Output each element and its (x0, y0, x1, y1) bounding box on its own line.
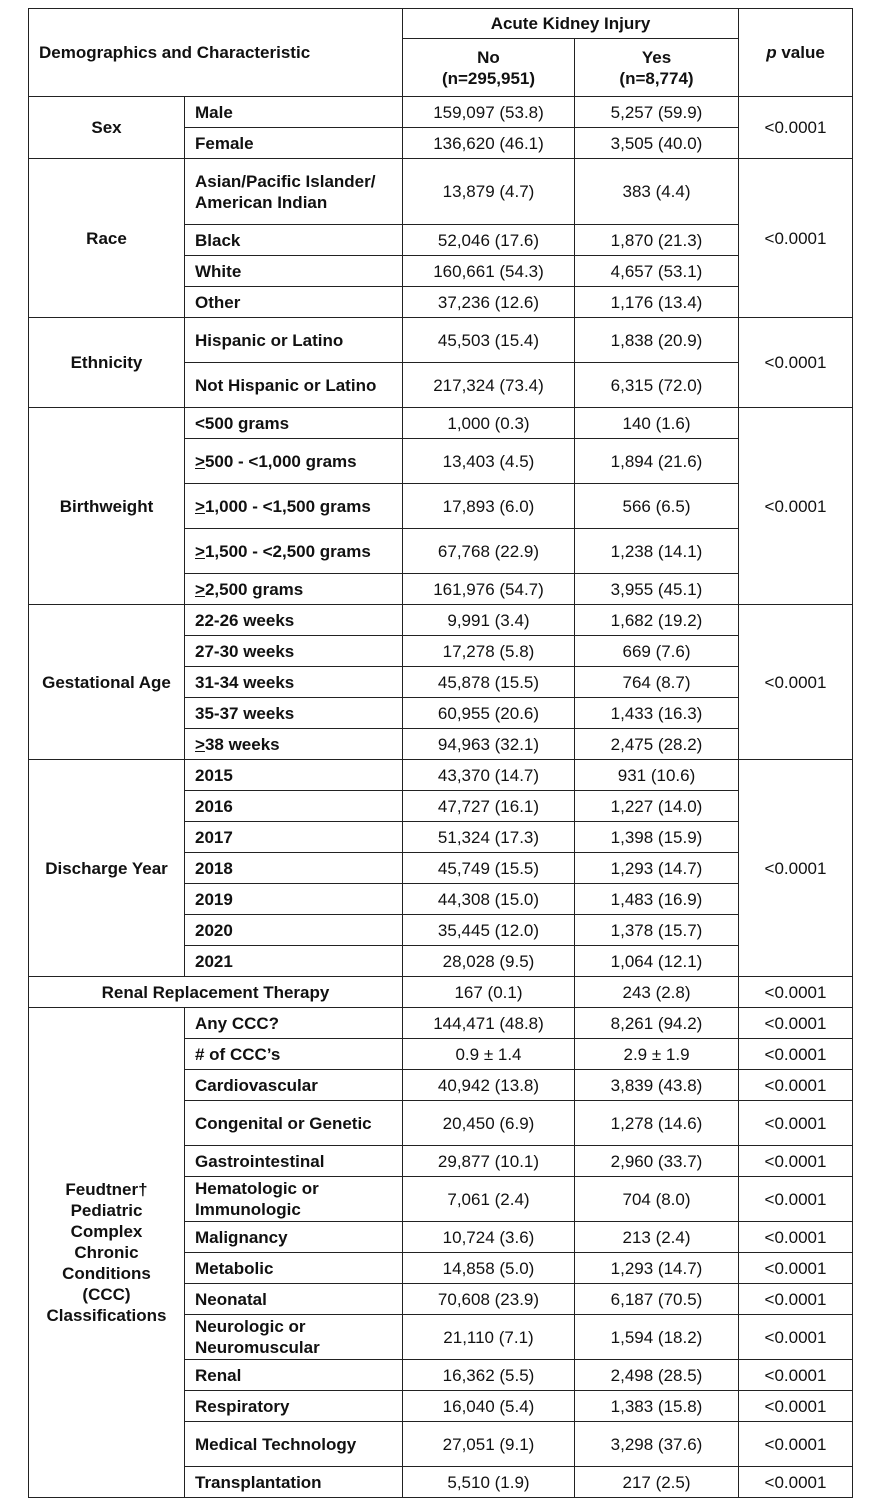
aki-header: Acute Kidney Injury (403, 9, 739, 39)
table-body (29, 97, 853, 1498)
row-label (185, 667, 403, 698)
row-label-text: Female (195, 133, 254, 153)
group-label: Feudtner† Pediatric Complex Chronic Conditions (CCC) Classifications (29, 1008, 185, 1498)
geq-symbol: > (195, 496, 205, 516)
row-label (185, 946, 403, 977)
p-value: <0.0001 (739, 1177, 853, 1222)
no-value: 161,976 (54.7) (403, 574, 575, 605)
p-value: <0.0001 (739, 1284, 853, 1315)
no-value: 43,370 (14.7) (403, 760, 575, 791)
yes-value: 217 (2.5) (575, 1467, 739, 1498)
yes-value: 1,227 (14.0) (575, 791, 739, 822)
no-value: 47,727 (16.1) (403, 791, 575, 822)
row-label (185, 439, 403, 484)
geq-symbol: > (195, 541, 205, 561)
row-label (185, 128, 403, 159)
p-label-rest: value (776, 43, 825, 62)
no-value: 1,000 (0.3) (403, 408, 575, 439)
row-label-text: Hispanic or Latino (195, 330, 344, 350)
row-label-text: 2015 (195, 765, 233, 785)
row-label: Hematologic or Immunologic (185, 1177, 403, 1222)
p-value: <0.0001 (739, 1039, 853, 1070)
no-value: 35,445 (12.0) (403, 915, 575, 946)
yes-value: 4,657 (53.1) (575, 256, 739, 287)
row-label (185, 853, 403, 884)
yes-value: 6,315 (72.0) (575, 363, 739, 408)
yes-value: 8,261 (94.2) (575, 1008, 739, 1039)
group-label: Sex (29, 97, 185, 159)
row-label: Any CCC? (185, 1008, 403, 1039)
p-value: <0.0001 (739, 1253, 853, 1284)
no-value: 70,608 (23.9) (403, 1284, 575, 1315)
row-label (185, 791, 403, 822)
yes-value: 2.9 ± 1.9 (575, 1039, 739, 1070)
yes-value: 1,293 (14.7) (575, 853, 739, 884)
yes-value: 1,894 (21.6) (575, 439, 739, 484)
no-value: 13,879 (4.7) (403, 159, 575, 225)
yes-value: 1,064 (12.1) (575, 946, 739, 977)
no-value: 52,046 (17.6) (403, 225, 575, 256)
p-value: <0.0001 (739, 1101, 853, 1146)
no-value: 51,324 (17.3) (403, 822, 575, 853)
yes-value: 1,433 (16.3) (575, 698, 739, 729)
group-label: Discharge Year (29, 760, 185, 977)
p-value: <0.0001 (739, 605, 853, 760)
row-label-text: White (195, 261, 242, 281)
row-label: Metabolic (185, 1253, 403, 1284)
no-value: 160,661 (54.3) (403, 256, 575, 287)
yes-value: 3,839 (43.8) (575, 1070, 739, 1101)
yes-value: 566 (6.5) (575, 484, 739, 529)
row-label (185, 884, 403, 915)
p-value: <0.0001 (739, 1467, 853, 1498)
p-value: <0.0001 (739, 1008, 853, 1039)
yes-value: 243 (2.8) (575, 977, 739, 1008)
no-value: 16,040 (5.4) (403, 1391, 575, 1422)
row-label (185, 484, 403, 529)
p-value: <0.0001 (739, 1315, 853, 1360)
no-value: 29,877 (10.1) (403, 1146, 575, 1177)
row-label (185, 363, 403, 408)
row-label-text: 31-34 weeks (195, 672, 295, 692)
no-value: 217,324 (73.4) (403, 363, 575, 408)
yes-value: 2,960 (33.7) (575, 1146, 739, 1177)
no-value: 44,308 (15.0) (403, 884, 575, 915)
no-value: 17,278 (5.8) (403, 636, 575, 667)
table-row (29, 97, 853, 128)
row-label (185, 225, 403, 256)
p-value: <0.0001 (739, 977, 853, 1008)
row-label (185, 574, 403, 605)
no-value: 21,110 (7.1) (403, 1315, 575, 1360)
table-row (29, 408, 853, 439)
table-row (29, 605, 853, 636)
yes-column-header (575, 39, 739, 97)
row-label-text: Asian/Pacific Islander/ American Indian (195, 171, 376, 212)
row-label (185, 159, 403, 225)
p-italic: p (766, 43, 777, 62)
yes-value: 669 (7.6) (575, 636, 739, 667)
row-label (185, 698, 403, 729)
row-label-text: 2016 (195, 796, 233, 816)
row-label (185, 636, 403, 667)
row-label-text: 35-37 weeks (195, 703, 295, 723)
no-value: 13,403 (4.5) (403, 439, 575, 484)
yes-value: 764 (8.7) (575, 667, 739, 698)
no-value: 7,061 (2.4) (403, 1177, 575, 1222)
no-value: 17,893 (6.0) (403, 484, 575, 529)
row-label (185, 97, 403, 128)
no-value: 40,942 (13.8) (403, 1070, 575, 1101)
row-label-text: 38 weeks (204, 734, 280, 754)
no-count: (n=295,951) (441, 68, 536, 88)
p-value: <0.0001 (739, 97, 853, 159)
no-value: 45,503 (15.4) (403, 318, 575, 363)
row-label: Gastrointestinal (185, 1146, 403, 1177)
no-value: 37,236 (12.6) (403, 287, 575, 318)
no-value: 9,991 (3.4) (403, 605, 575, 636)
row-label: Congenital or Genetic (185, 1101, 403, 1146)
rrt-label: Renal Replacement Therapy (29, 977, 403, 1008)
no-label: No (477, 47, 500, 67)
row-label: Neurologic or Neuromuscular (185, 1315, 403, 1360)
p-value: <0.0001 (739, 1422, 853, 1467)
p-value: <0.0001 (739, 159, 853, 318)
yes-value: 1,278 (14.6) (575, 1101, 739, 1146)
row-label: Respiratory (185, 1391, 403, 1422)
row-label (185, 760, 403, 791)
p-value: <0.0001 (739, 1360, 853, 1391)
row-label (185, 318, 403, 363)
yes-value: 1,594 (18.2) (575, 1315, 739, 1360)
yes-label: Yes (641, 47, 672, 67)
yes-value: 1,238 (14.1) (575, 529, 739, 574)
no-value: 167 (0.1) (403, 977, 575, 1008)
yes-value: 1,483 (16.9) (575, 884, 739, 915)
row-label (185, 256, 403, 287)
yes-value: 140 (1.6) (575, 408, 739, 439)
p-value: <0.0001 (739, 318, 853, 408)
row-label (185, 915, 403, 946)
geq-symbol: > (195, 734, 205, 754)
no-value: 27,051 (9.1) (403, 1422, 575, 1467)
row-label (185, 529, 403, 574)
no-column-header (403, 39, 575, 97)
p-value: <0.0001 (739, 1222, 853, 1253)
no-value: 94,963 (32.1) (403, 729, 575, 760)
row-label-text: 2020 (195, 920, 233, 940)
row-label-text: Male (195, 102, 233, 122)
row-label-text: 2019 (195, 889, 233, 909)
row-label: Malignancy (185, 1222, 403, 1253)
row-label: Medical Technology (185, 1422, 403, 1467)
no-value: 16,362 (5.5) (403, 1360, 575, 1391)
yes-count: (n=8,774) (619, 68, 694, 88)
aki-characteristics-table (28, 8, 853, 1498)
p-value: <0.0001 (739, 1391, 853, 1422)
yes-value: 1,398 (15.9) (575, 822, 739, 853)
yes-value: 6,187 (70.5) (575, 1284, 739, 1315)
row-label-text: Not Hispanic or Latino (195, 375, 377, 395)
row-label (185, 605, 403, 636)
geq-symbol: > (195, 451, 205, 471)
yes-value: 2,475 (28.2) (575, 729, 739, 760)
row-label: Neonatal (185, 1284, 403, 1315)
no-value: 144,471 (48.8) (403, 1008, 575, 1039)
yes-value: 383 (4.4) (575, 159, 739, 225)
row-label (185, 408, 403, 439)
no-value: 14,858 (5.0) (403, 1253, 575, 1284)
p-value-header (739, 9, 853, 97)
row-label-text: <500 grams (195, 413, 290, 433)
row-label (185, 287, 403, 318)
group-label: Gestational Age (29, 605, 185, 760)
no-value: 45,878 (15.5) (403, 667, 575, 698)
p-value: <0.0001 (739, 760, 853, 977)
table-row (29, 1008, 853, 1039)
yes-value: 1,682 (19.2) (575, 605, 739, 636)
p-value: <0.0001 (739, 1146, 853, 1177)
no-value: 28,028 (9.5) (403, 946, 575, 977)
yes-value: 3,505 (40.0) (575, 128, 739, 159)
yes-value: 3,298 (37.6) (575, 1422, 739, 1467)
group-label: Ethnicity (29, 318, 185, 408)
no-value: 0.9 ± 1.4 (403, 1039, 575, 1070)
row-label-text: Other (195, 292, 241, 312)
row-label: Transplantation (185, 1467, 403, 1498)
table-row (29, 159, 853, 225)
row-label-text: 2,500 grams (204, 579, 304, 599)
p-value: <0.0001 (739, 408, 853, 605)
yes-value: 1,383 (15.8) (575, 1391, 739, 1422)
no-value: 136,620 (46.1) (403, 128, 575, 159)
yes-value: 3,955 (45.1) (575, 574, 739, 605)
geq-symbol: > (195, 579, 205, 599)
group-label: Birthweight (29, 408, 185, 605)
table-row (29, 318, 853, 363)
row-label-text: 2018 (195, 858, 233, 878)
yes-value: 704 (8.0) (575, 1177, 739, 1222)
row-label: Renal (185, 1360, 403, 1391)
yes-value: 213 (2.4) (575, 1222, 739, 1253)
row-label-text: 2017 (195, 827, 233, 847)
no-value: 10,724 (3.6) (403, 1222, 575, 1253)
row-label-text: Black (195, 230, 241, 250)
yes-value: 1,378 (15.7) (575, 915, 739, 946)
yes-value: 1,293 (14.7) (575, 1253, 739, 1284)
no-value: 20,450 (6.9) (403, 1101, 575, 1146)
row-label: # of CCC’s (185, 1039, 403, 1070)
no-value: 5,510 (1.9) (403, 1467, 575, 1498)
row-label-text: 500 - <1,000 grams (204, 451, 357, 471)
no-value: 45,749 (15.5) (403, 853, 575, 884)
table-row (29, 760, 853, 791)
row-label-text: 1,000 - <1,500 grams (204, 496, 371, 516)
row-label-text: 22-26 weeks (195, 610, 295, 630)
yes-value: 931 (10.6) (575, 760, 739, 791)
no-value: 60,955 (20.6) (403, 698, 575, 729)
no-value: 67,768 (22.9) (403, 529, 575, 574)
p-value: <0.0001 (739, 1070, 853, 1101)
row-label-text: 2021 (195, 951, 233, 971)
row-label-text: 27-30 weeks (195, 641, 295, 661)
row-label: Cardiovascular (185, 1070, 403, 1101)
yes-value: 5,257 (59.9) (575, 97, 739, 128)
row-label (185, 729, 403, 760)
yes-value: 1,870 (21.3) (575, 225, 739, 256)
row-label (185, 822, 403, 853)
yes-value: 2,498 (28.5) (575, 1360, 739, 1391)
row-label-text: 1,500 - <2,500 grams (204, 541, 371, 561)
yes-value: 1,176 (13.4) (575, 287, 739, 318)
yes-value: 1,838 (20.9) (575, 318, 739, 363)
no-value: 159,097 (53.8) (403, 97, 575, 128)
table-row (29, 977, 853, 1008)
demographics-header: Demographics and Characteristic (29, 9, 403, 97)
group-label: Race (29, 159, 185, 318)
